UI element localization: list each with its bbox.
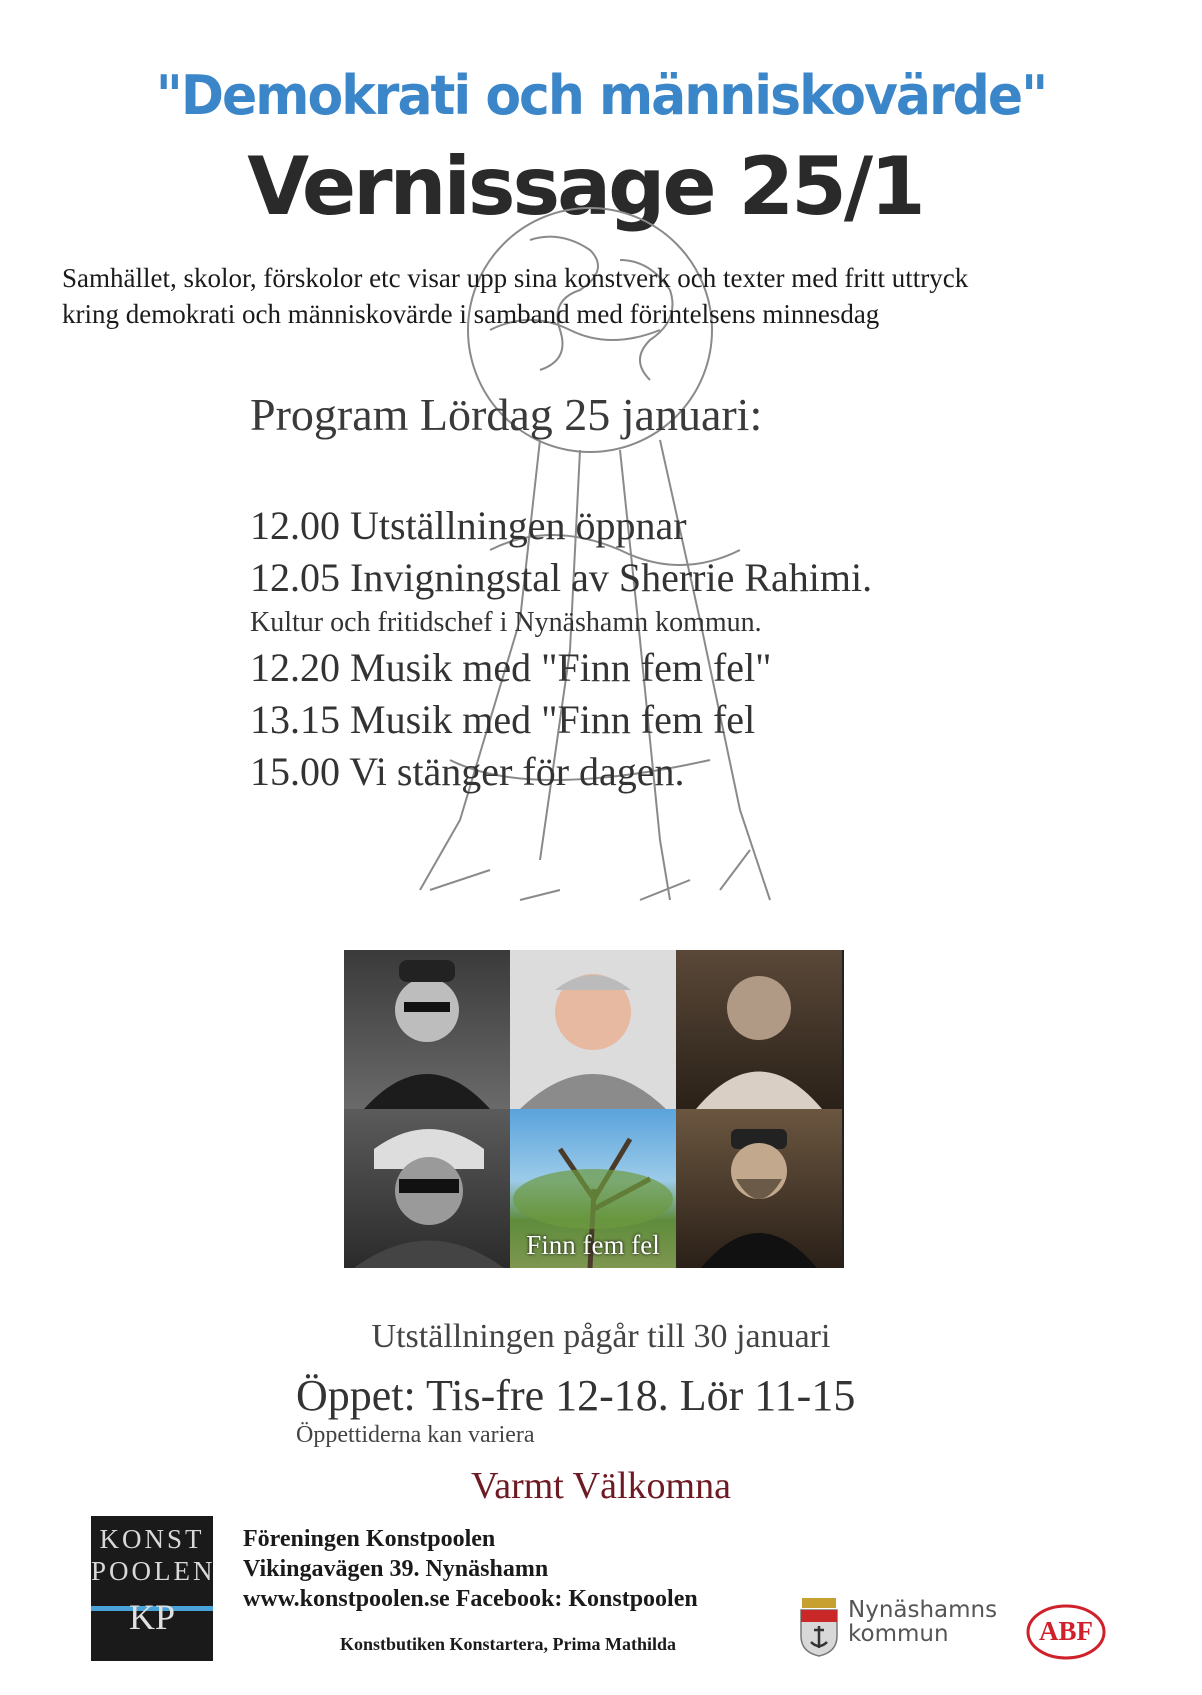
abf-text: ABF [1039, 1616, 1093, 1646]
program-heading: Program Lördag 25 januari: [250, 389, 763, 440]
program-item-note: Kultur och fritidschef i Nynäshamn kommun. [250, 607, 762, 638]
opening-hours-note: Öppettiderna kan variera [296, 1422, 535, 1448]
band-member-photo [344, 1109, 510, 1268]
band-photo-collage [344, 950, 844, 1268]
kommun-line-2: kommun [848, 1621, 949, 1647]
program-item: 15.00 Vi stänger för dagen. [250, 749, 685, 794]
kommun-line-1: Nynäshamns [848, 1597, 998, 1623]
org-name: Föreningen Konstpoolen [243, 1526, 496, 1552]
org-web-link[interactable]: www.konstpoolen.se Facebook: Konstpoolen [243, 1586, 698, 1612]
poster-subtitle: "Demokrati och människovärde" [155, 64, 1047, 128]
band-member-photo [676, 1109, 842, 1268]
program-item: 12.00 Utställningen öppnar [250, 503, 687, 548]
opening-hours: Öppet: Tis-fre 12-18. Lör 11-15 [296, 1371, 856, 1420]
konstpoolen-logo [91, 1516, 216, 1661]
abf-logo [1026, 1604, 1106, 1660]
intro-line-2: kring demokrati och människovärde i samband med förintelsens minnesdag [62, 299, 880, 329]
logo-word-konst: KONST [99, 1524, 205, 1554]
kommun-name [848, 1598, 997, 1646]
intro-text [62, 260, 1172, 332]
band-member-photo [510, 950, 676, 1109]
program-item: 13.15 Musik med "Finn fem fel [250, 697, 756, 742]
logo-word-poolen: POOLEN [91, 1556, 216, 1586]
shop-text: Konstbutiken Konstartera, Prima Mathilda [340, 1634, 676, 1654]
program-item: 12.05 Invigningstal av Sherrie Rahimi. [250, 555, 873, 600]
program-item: 12.20 Musik med "Finn fem fel" [250, 645, 772, 690]
band-member-photo [676, 950, 842, 1109]
org-address: Vikingavägen 39. Nynäshamn [243, 1556, 549, 1582]
logo-mark: KP [128, 1597, 176, 1637]
welcome-text: Varmt Välkomna [471, 1465, 731, 1507]
photo-caption: Finn fem fel [526, 1230, 660, 1260]
kommun-crest-icon [798, 1596, 840, 1658]
band-member-photo [344, 950, 510, 1109]
exhibition-until: Utställningen pågår till 30 januari [371, 1318, 831, 1355]
intro-line-1: Samhället, skolor, förskolor etc visar upp sina konstverk och texter med fritt uttryck [62, 263, 969, 293]
poster-title: Vernissage 25/1 [247, 140, 923, 233]
